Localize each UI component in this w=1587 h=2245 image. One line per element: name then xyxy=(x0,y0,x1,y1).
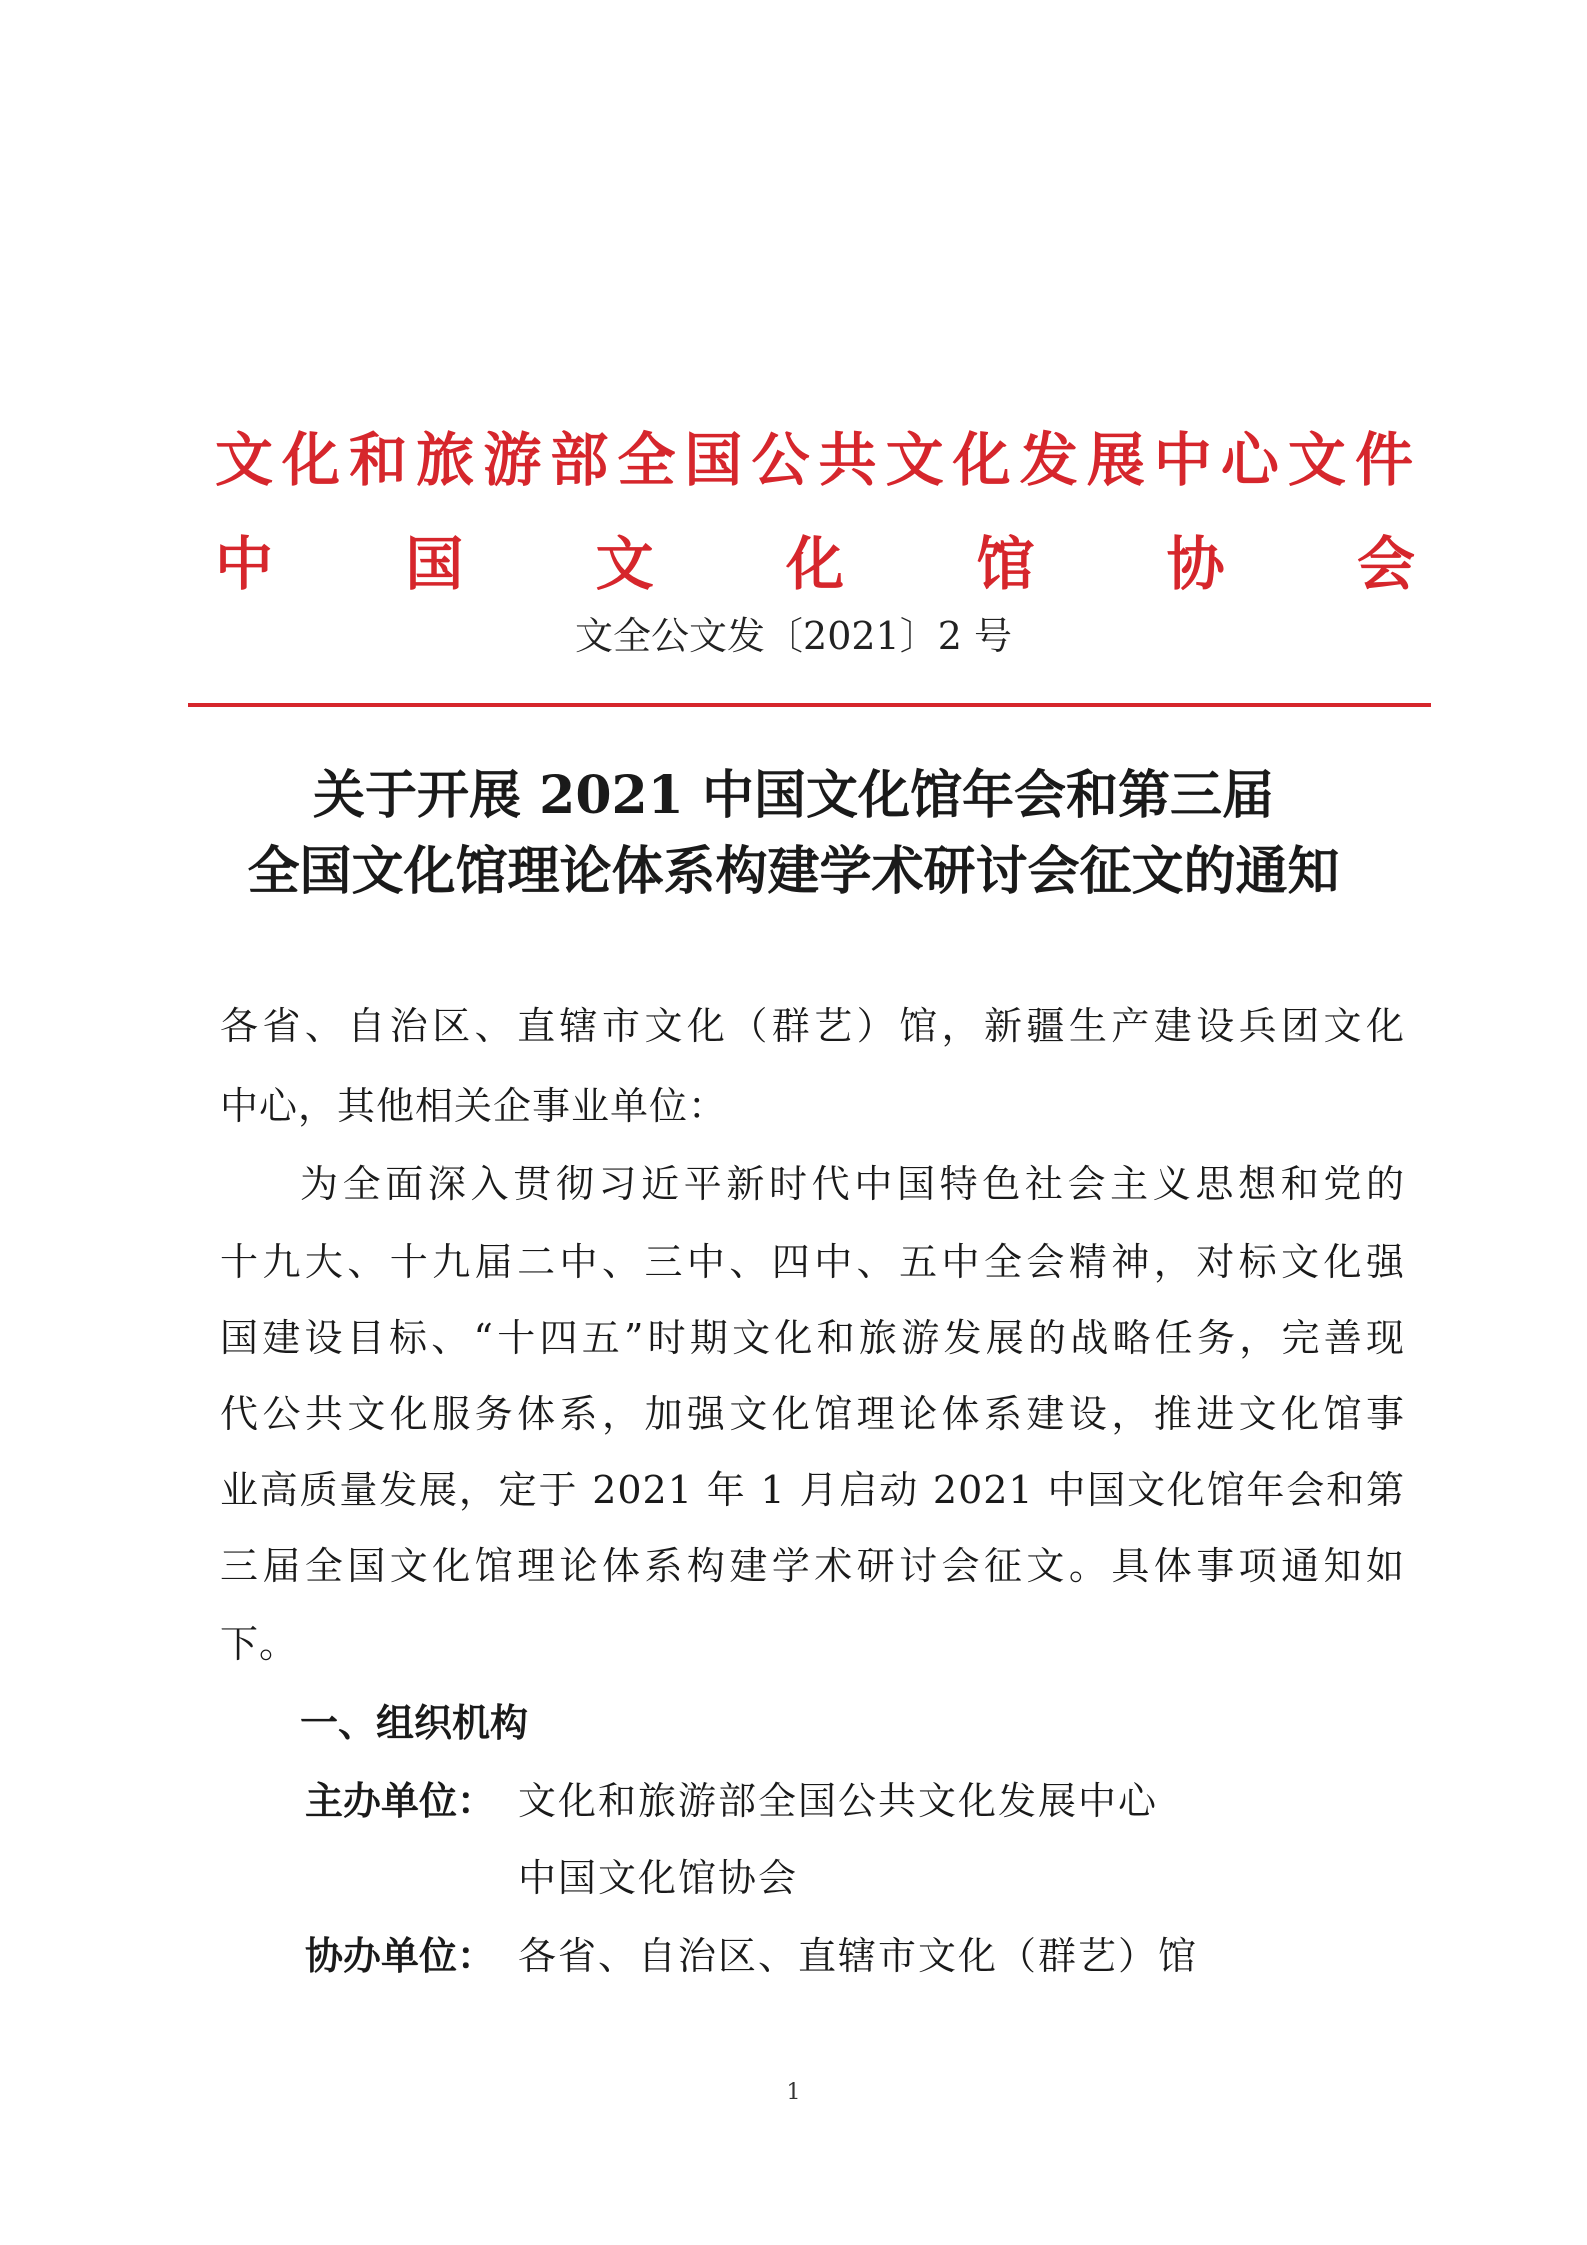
co-organizer-value: 各省、自治区、直辖市文化（群艺）馆 xyxy=(518,1934,1199,1978)
salutation-line: 各省、自治区、直辖市文化（群艺）馆，新疆生产建设兵团文化 xyxy=(220,1004,1405,1048)
paragraph-line: 国建设目标、“十四五”时期文化和旅游发展的战略任务，完善现 xyxy=(220,1316,1405,1360)
issuer-char: 国 xyxy=(405,530,464,598)
paragraph-line: 十九大、十九届二中、三中、四中、五中全会精神，对标文化强 xyxy=(220,1240,1405,1284)
organizer-label: 主办单位： xyxy=(305,1779,496,1823)
notice-title-line-2: 全国文化馆理论体系构建学术研讨会征文的通知 xyxy=(247,841,1340,902)
notice-title-line-1: 关于开展 2021 中国文化馆年会和第三届 xyxy=(313,765,1274,826)
page-number: 1 xyxy=(786,2080,801,2105)
issuer-char: 中 xyxy=(215,530,274,598)
document-number: 文全公文发〔2021〕2 号 xyxy=(575,614,1012,658)
paragraph-line: 下。 xyxy=(220,1622,299,1666)
issuer-title-line-1: 文化和旅游部全国公共文化发展中心文件 xyxy=(215,426,1415,494)
issuer-char: 会 xyxy=(1356,530,1415,598)
issuer-char: 馆 xyxy=(976,530,1035,598)
paragraph-line: 业高质量发展，定于 2021 年 1 月启动 2021 中国文化馆年会和第 xyxy=(220,1468,1405,1512)
red-divider xyxy=(188,703,1431,707)
paragraph-line: 三届全国文化馆理论体系构建学术研讨会征文。具体事项通知如 xyxy=(220,1544,1405,1588)
salutation-line: 中心，其他相关企事业单位： xyxy=(220,1084,728,1128)
co-organizer-label: 协办单位： xyxy=(305,1934,496,1978)
section-heading: 一、组织机构 xyxy=(300,1701,529,1745)
organizer-value: 中国文化馆协会 xyxy=(518,1856,799,1900)
issuer-char: 协 xyxy=(1166,530,1225,598)
organizer-value: 文化和旅游部全国公共文化发展中心 xyxy=(518,1779,1159,1823)
paragraph-line: 为全面深入贯彻习近平新时代中国特色社会主义思想和党的 xyxy=(300,1162,1405,1206)
issuer-char: 化 xyxy=(785,530,844,598)
paragraph-line: 代公共文化服务体系，加强文化馆理论体系建设，推进文化馆事 xyxy=(220,1392,1405,1436)
issuer-char: 文 xyxy=(595,530,654,598)
issuer-title-line-2 xyxy=(215,524,1415,604)
